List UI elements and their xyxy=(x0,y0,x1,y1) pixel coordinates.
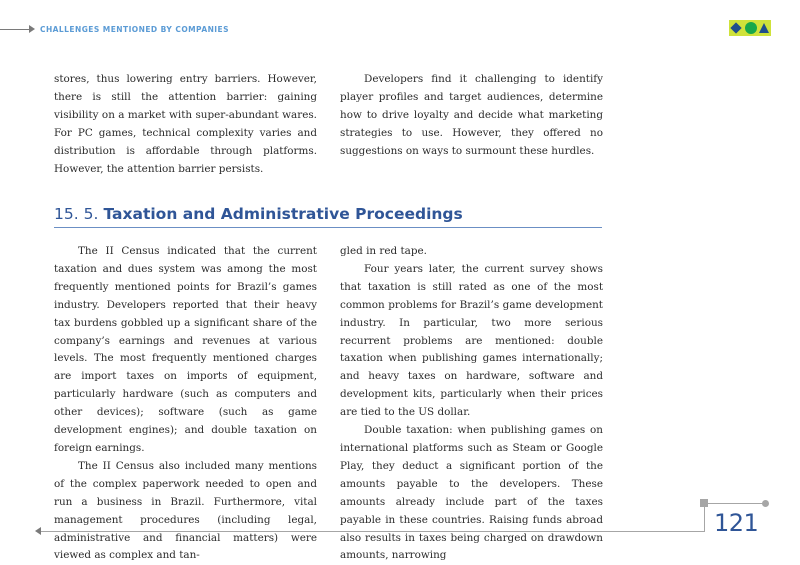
section-number: 15. 5. xyxy=(54,205,99,223)
paragraph: stores, thus lowering entry barriers. However, there is still the attention barrier: gaining visibility on a market with super-abundant wares. For PC games, technical complexity varies and distribution is affordable through platforms. However, the attention barrier persists. xyxy=(54,73,317,175)
section-title: Taxation and Administrative Proceedings xyxy=(103,205,463,223)
paragraph: The II Census also included many mentions of the complex paperwork needed to open and run a business in Brazil. Furthermore, vital management procedures (including legal, administrative and financial matters) were viewed as complex and tan- xyxy=(54,459,317,562)
header-arrow-icon xyxy=(29,25,35,33)
page-number: 121 xyxy=(714,509,759,537)
paragraph: Developers find it challenging to identify player profiles and target audiences, determine how to drive loyalty and decide what marketing strategies to use. However, they offered no suggestions on ways to surmount these hurdles. xyxy=(340,73,603,157)
body-column-right xyxy=(340,243,603,565)
paragraph: Four years later, the current survey shows that taxation is still rated as one of the most common problems for Brazil’s game development industry. In particular, two more serious recurrent problems are mentioned: double taxation when publishing games internationally; and heavy taxes on hardware, software and development kits, particularly when their prices are tied to the US dollar. xyxy=(340,262,603,419)
top-column-right xyxy=(340,71,603,161)
body-column-left xyxy=(54,243,317,565)
paragraph: The II Census indicated that the current taxation and dues system was among the most frequently mentioned points for Brazil’s games industry. Developers reported that their heavy tax burdens gobbled up a significant share of the company’s earnings and revenues at various levels. The most frequently mentioned charges are import taxes on imports of equipment, particularly hardware (such as computers and other devices); software (such as game development engines); and double taxation on foreign earnings. xyxy=(54,245,317,454)
diamond-icon xyxy=(730,22,741,33)
running-header-title: CHALLENGES MENTIONED BY COMPANIES xyxy=(40,25,229,34)
paragraph: Double taxation: when publishing games on international platforms such as Steam or Google Play, they deduct a significant portion of the amounts payable to the developers. These amounts already include part of the taxes payable in these countries. Raising funds abroad also results in taxes being charged on drawdown amounts, narrowing xyxy=(340,424,603,562)
dot-marker-icon xyxy=(762,500,769,507)
brand-logo xyxy=(729,20,771,36)
footer-top-rule xyxy=(704,503,766,504)
paragraph: gled in red tape. xyxy=(340,245,427,257)
footer-arrow-icon xyxy=(35,527,41,535)
footer-vertical-rule xyxy=(704,504,705,532)
triangle-icon xyxy=(759,23,769,33)
top-column-left xyxy=(54,71,317,178)
square-marker-icon xyxy=(700,499,708,507)
circle-icon xyxy=(745,22,757,34)
header-rule xyxy=(0,29,30,30)
section-heading xyxy=(54,204,602,228)
footer-rule xyxy=(40,531,704,532)
